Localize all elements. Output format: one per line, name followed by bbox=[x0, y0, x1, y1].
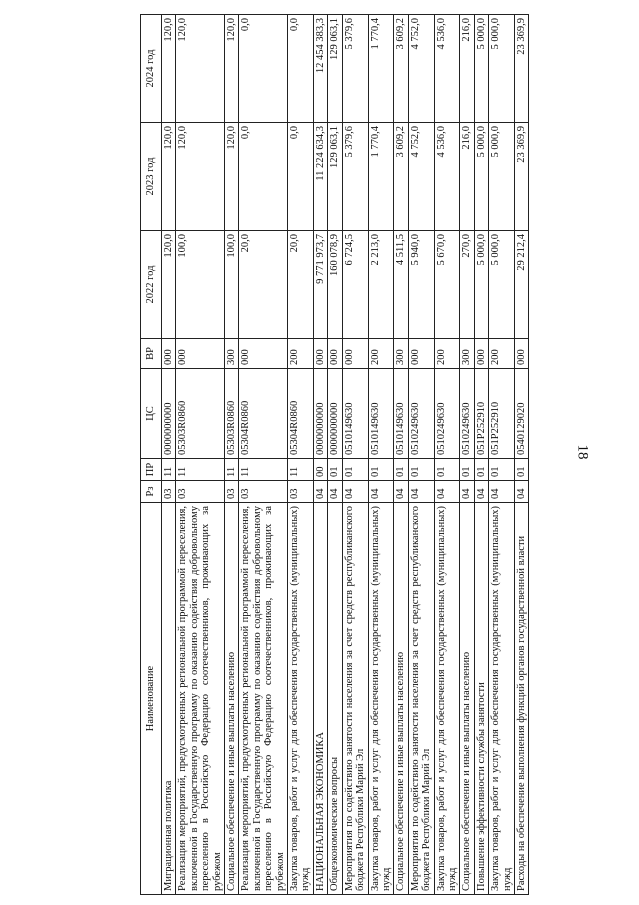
row-cs-cell: 0510149630 bbox=[394, 369, 408, 459]
table-row bbox=[162, 15, 176, 895]
row-cs-cell: 051P252910 bbox=[489, 369, 515, 459]
row-2023-cell: 5 000,0 bbox=[474, 123, 488, 231]
row-name-cell: Социальное обеспечение и иные выплаты населению bbox=[394, 503, 408, 895]
row-2022-cell: 270,0 bbox=[460, 231, 474, 339]
table-row bbox=[368, 15, 394, 895]
row-vr-cell: 000 bbox=[342, 339, 368, 369]
row-2022-cell: 2 213,0 bbox=[368, 231, 394, 339]
row-2022-cell: 20,0 bbox=[288, 231, 314, 339]
row-name-cell: Реализация мероприятий, предусмотренных региональной программой переселения, включенной в Государственную программу по оказанию содействия добровольному переселению в Российскую Федерацию соотечественников, проживающих за рубежом bbox=[176, 503, 225, 895]
row-rz-cell: 03 bbox=[225, 481, 239, 503]
row-2024-cell: 120,0 bbox=[176, 15, 225, 123]
row-name-cell: Закупка товаров, работ и услуг для обеспечения государственных (муниципальных) нужд bbox=[368, 503, 394, 895]
row-cs-cell: 0510149630 bbox=[342, 369, 368, 459]
row-pr-cell: 01 bbox=[514, 459, 528, 481]
row-name-cell: Закупка товаров, работ и услуг для обеспечения государственных (муниципальных) нужд bbox=[489, 503, 515, 895]
row-rz-cell: 04 bbox=[434, 481, 460, 503]
row-2024-cell: 3 609,2 bbox=[394, 15, 408, 123]
table-row bbox=[408, 15, 434, 895]
table-header-row bbox=[141, 15, 162, 895]
row-cs-cell: 0000000000 bbox=[328, 369, 342, 459]
row-rz-cell: 04 bbox=[514, 481, 528, 503]
row-rz-cell: 03 bbox=[239, 481, 288, 503]
row-pr-cell: 11 bbox=[176, 459, 225, 481]
row-name-cell: НАЦИОНАЛЬНАЯ ЭКОНОМИКА bbox=[313, 503, 327, 895]
row-vr-cell: 000 bbox=[474, 339, 488, 369]
row-vr-cell: 200 bbox=[368, 339, 394, 369]
row-2023-cell: 4 752,0 bbox=[408, 123, 434, 231]
row-2022-cell: 6 724,5 bbox=[342, 231, 368, 339]
row-rz-cell: 03 bbox=[162, 481, 176, 503]
row-vr-cell: 200 bbox=[434, 339, 460, 369]
row-2024-cell: 4 536,0 bbox=[434, 15, 460, 123]
row-rz-cell: 04 bbox=[328, 481, 342, 503]
row-vr-cell: 000 bbox=[328, 339, 342, 369]
row-cs-cell: 05304R0860 bbox=[288, 369, 314, 459]
row-cs-cell: 0000000000 bbox=[313, 369, 327, 459]
row-pr-cell: 01 bbox=[434, 459, 460, 481]
row-2024-cell: 120,0 bbox=[162, 15, 176, 123]
row-vr-cell: 000 bbox=[313, 339, 327, 369]
row-2024-cell: 23 369,9 bbox=[514, 15, 528, 123]
row-rz-cell: 04 bbox=[460, 481, 474, 503]
row-2022-cell: 100,0 bbox=[225, 231, 239, 339]
row-2024-cell: 4 752,0 bbox=[408, 15, 434, 123]
row-rz-cell: 04 bbox=[489, 481, 515, 503]
row-vr-cell: 300 bbox=[225, 339, 239, 369]
table-body bbox=[162, 15, 529, 895]
table-row bbox=[460, 15, 474, 895]
table-row bbox=[176, 15, 225, 895]
row-cs-cell: 0540129020 bbox=[514, 369, 528, 459]
row-2024-cell: 129 063,1 bbox=[328, 15, 342, 123]
row-2022-cell: 4 511,5 bbox=[394, 231, 408, 339]
row-2023-cell: 120,0 bbox=[162, 123, 176, 231]
table-row bbox=[474, 15, 488, 895]
row-2024-cell: 5 379,6 bbox=[342, 15, 368, 123]
row-2024-cell: 0,0 bbox=[288, 15, 314, 123]
row-2023-cell: 120,0 bbox=[225, 123, 239, 231]
row-cs-cell: 05304R0860 bbox=[239, 369, 288, 459]
table-row bbox=[489, 15, 515, 895]
row-2022-cell: 29 212,4 bbox=[514, 231, 528, 339]
row-2024-cell: 120,0 bbox=[225, 15, 239, 123]
row-2023-cell: 4 536,0 bbox=[434, 123, 460, 231]
row-2022-cell: 5 940,0 bbox=[408, 231, 434, 339]
row-rz-cell: 03 bbox=[288, 481, 314, 503]
row-vr-cell: 200 bbox=[288, 339, 314, 369]
row-pr-cell: 01 bbox=[474, 459, 488, 481]
row-2024-cell: 12 454 383,3 bbox=[313, 15, 327, 123]
table-row bbox=[434, 15, 460, 895]
row-name-cell: Реализация мероприятий, предусмотренных региональной программой переселения, включенной в Государственную программу по оказанию содействия добровольному переселению в Российскую Федерацию соотечественников, проживающих за рубежом bbox=[239, 503, 288, 895]
row-2024-cell: 216,0 bbox=[460, 15, 474, 123]
row-pr-cell: 01 bbox=[368, 459, 394, 481]
budget-table-container bbox=[140, 15, 540, 895]
row-vr-cell: 000 bbox=[239, 339, 288, 369]
row-2023-cell: 216,0 bbox=[460, 123, 474, 231]
row-2023-cell: 0,0 bbox=[288, 123, 314, 231]
table-row bbox=[239, 15, 288, 895]
row-pr-cell: 01 bbox=[408, 459, 434, 481]
row-2024-cell: 5 000,0 bbox=[489, 15, 515, 123]
row-name-cell: Социальное обеспечение и иные выплаты населению bbox=[460, 503, 474, 895]
row-vr-cell: 000 bbox=[408, 339, 434, 369]
table-row bbox=[313, 15, 327, 895]
header-2024: 2024 год bbox=[141, 15, 162, 123]
header-name: Наименование bbox=[141, 503, 162, 895]
row-vr-cell: 200 bbox=[489, 339, 515, 369]
row-pr-cell: 11 bbox=[225, 459, 239, 481]
row-pr-cell: 11 bbox=[162, 459, 176, 481]
row-2023-cell: 0,0 bbox=[239, 123, 288, 231]
row-cs-cell: 05303R0860 bbox=[225, 369, 239, 459]
row-cs-cell: 0510149630 bbox=[368, 369, 394, 459]
row-pr-cell: 01 bbox=[394, 459, 408, 481]
row-cs-cell: 0510249630 bbox=[434, 369, 460, 459]
row-vr-cell: 300 bbox=[460, 339, 474, 369]
row-cs-cell: 051P252910 bbox=[474, 369, 488, 459]
row-pr-cell: 01 bbox=[342, 459, 368, 481]
table-row bbox=[288, 15, 314, 895]
row-2022-cell: 20,0 bbox=[239, 231, 288, 339]
row-name-cell: Закупка товаров, работ и услуг для обеспечения государственных (муниципальных) нужд bbox=[288, 503, 314, 895]
row-2024-cell: 5 000,0 bbox=[474, 15, 488, 123]
header-2023: 2023 год bbox=[141, 123, 162, 231]
row-pr-cell: 00 bbox=[313, 459, 327, 481]
row-2023-cell: 11 224 634,3 bbox=[313, 123, 327, 231]
table-row bbox=[225, 15, 239, 895]
row-2022-cell: 5 000,0 bbox=[489, 231, 515, 339]
row-vr-cell: 300 bbox=[394, 339, 408, 369]
row-vr-cell: 000 bbox=[514, 339, 528, 369]
header-rz: Рз bbox=[141, 481, 162, 503]
row-pr-cell: 11 bbox=[239, 459, 288, 481]
row-2024-cell: 0,0 bbox=[239, 15, 288, 123]
row-rz-cell: 04 bbox=[408, 481, 434, 503]
row-2022-cell: 9 771 973,7 bbox=[313, 231, 327, 339]
row-pr-cell: 01 bbox=[328, 459, 342, 481]
row-name-cell: Повышение эффективности службы занятости bbox=[474, 503, 488, 895]
row-2023-cell: 23 369,9 bbox=[514, 123, 528, 231]
row-rz-cell: 03 bbox=[176, 481, 225, 503]
budget-table bbox=[140, 14, 529, 895]
row-pr-cell: 01 bbox=[489, 459, 515, 481]
header-pr: ПР bbox=[141, 459, 162, 481]
row-2022-cell: 5 670,0 bbox=[434, 231, 460, 339]
row-rz-cell: 04 bbox=[394, 481, 408, 503]
row-2023-cell: 5 000,0 bbox=[489, 123, 515, 231]
header-vr: ВР bbox=[141, 339, 162, 369]
row-2024-cell: 1 770,4 bbox=[368, 15, 394, 123]
header-cs: ЦС bbox=[141, 369, 162, 459]
row-cs-cell: 0510249630 bbox=[460, 369, 474, 459]
row-vr-cell: 000 bbox=[162, 339, 176, 369]
row-2022-cell: 160 078,9 bbox=[328, 231, 342, 339]
row-rz-cell: 04 bbox=[368, 481, 394, 503]
row-name-cell: Расходы на обеспечение выполнения функций органов государственной власти bbox=[514, 503, 528, 895]
row-rz-cell: 04 bbox=[474, 481, 488, 503]
row-name-cell: Закупка товаров, работ и услуг для обеспечения государственных (муниципальных) нужд bbox=[434, 503, 460, 895]
row-2022-cell: 120,0 bbox=[162, 231, 176, 339]
table-row bbox=[514, 15, 528, 895]
row-rz-cell: 04 bbox=[313, 481, 327, 503]
row-2023-cell: 129 063,1 bbox=[328, 123, 342, 231]
table-row bbox=[342, 15, 368, 895]
row-name-cell: Мероприятия по содействию занятости населения за счет средств республиканского бюджета Республики Марий Эл bbox=[342, 503, 368, 895]
row-name-cell: Мероприятия по содействию занятости населения за счет средств республиканского бюджета Республики Марий Эл bbox=[408, 503, 434, 895]
table-row bbox=[328, 15, 342, 895]
row-pr-cell: 11 bbox=[288, 459, 314, 481]
row-2023-cell: 3 609,2 bbox=[394, 123, 408, 231]
row-rz-cell: 04 bbox=[342, 481, 368, 503]
row-2022-cell: 5 000,0 bbox=[474, 231, 488, 339]
row-cs-cell: 0510249630 bbox=[408, 369, 434, 459]
row-vr-cell: 000 bbox=[176, 339, 225, 369]
header-2022: 2022 год bbox=[141, 231, 162, 339]
row-2023-cell: 5 379,6 bbox=[342, 123, 368, 231]
row-name-cell: Миграционная политика bbox=[162, 503, 176, 895]
row-2022-cell: 100,0 bbox=[176, 231, 225, 339]
row-2023-cell: 120,0 bbox=[176, 123, 225, 231]
row-pr-cell: 01 bbox=[460, 459, 474, 481]
row-2023-cell: 1 770,4 bbox=[368, 123, 394, 231]
table-row bbox=[394, 15, 408, 895]
row-cs-cell: 0000000000 bbox=[162, 369, 176, 459]
row-name-cell: Социальное обеспечение и иные выплаты населению bbox=[225, 503, 239, 895]
page-number: 18 bbox=[574, 444, 591, 460]
row-name-cell: Общеэкономические вопросы bbox=[328, 503, 342, 895]
row-cs-cell: 05303R0860 bbox=[176, 369, 225, 459]
